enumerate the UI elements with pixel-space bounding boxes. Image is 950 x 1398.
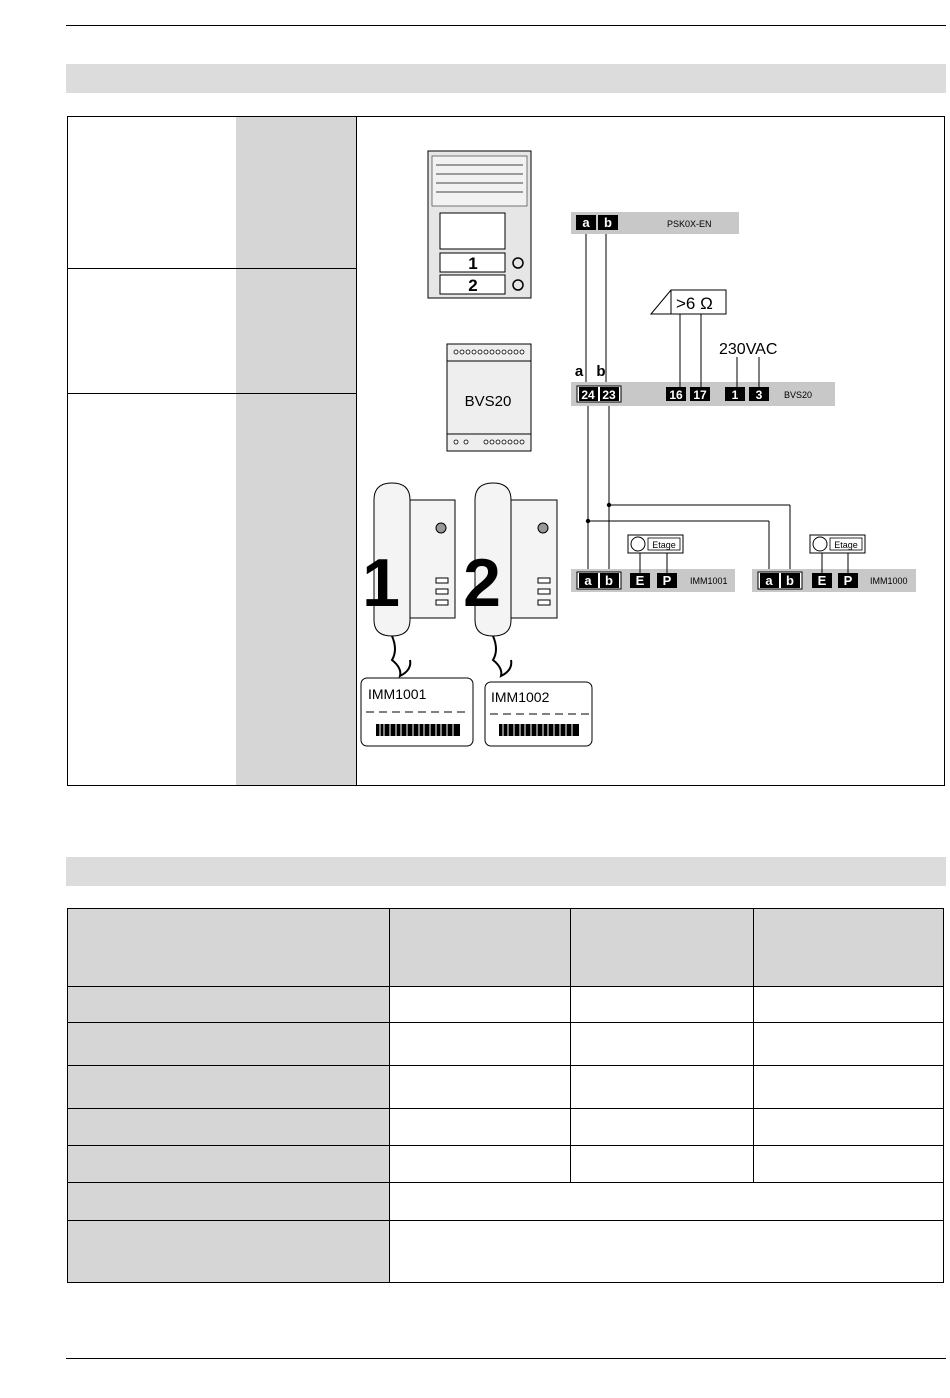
bvs-terminal-17: 17 (693, 388, 707, 402)
table-cell (754, 1109, 944, 1146)
imm1000-terminal-e: E (817, 573, 827, 588)
table-cell (571, 1066, 754, 1109)
imm1000-terminal-b: b (786, 573, 794, 588)
table-cell (68, 1221, 390, 1283)
table-cell (571, 987, 754, 1023)
imm1001-label: IMM1001 (690, 576, 728, 586)
imm1000-terminal-p: P (843, 573, 853, 588)
table-cell (390, 1066, 571, 1109)
floor-label-left: Etage (652, 540, 676, 550)
table-cell (68, 1023, 390, 1066)
handset-2-number: 2 (463, 545, 501, 621)
imm1001-terminal-a: a (584, 573, 592, 588)
table-cell (68, 1066, 390, 1109)
table-cell (571, 1023, 754, 1066)
table-row (68, 1109, 944, 1146)
power-label: 230VAC (719, 341, 778, 358)
table-row (68, 1221, 944, 1283)
bvs20-module-label: BVS20 (464, 393, 512, 410)
imm1001-terminal-e: E (635, 573, 645, 588)
bvs-terminal-3: 3 (755, 388, 763, 402)
table-row (68, 1066, 944, 1109)
bvs-terminal-23: 23 (602, 388, 616, 402)
table-cell (68, 1183, 390, 1221)
wire-label-a: a (574, 363, 584, 380)
table-cell (390, 1221, 944, 1283)
table-cell (68, 1109, 390, 1146)
door-panel (428, 151, 531, 298)
footer-rule (66, 1358, 946, 1359)
psk-terminal-b: b (604, 215, 612, 230)
table-cell (571, 1109, 754, 1146)
table-cell (754, 1066, 944, 1109)
psk-label: PSK0X-EN (667, 219, 712, 229)
section-band-bottom (66, 857, 946, 886)
table-cell (68, 909, 390, 987)
table-cell (571, 1146, 754, 1183)
table-cell (68, 1146, 390, 1183)
table-row (68, 909, 944, 987)
panel-button-2-number: 2 (468, 276, 478, 295)
panel-button-1-number: 1 (468, 254, 478, 273)
resistor-label: >6 Ω (676, 294, 713, 313)
imm1000-terminal-a: a (765, 573, 773, 588)
bvs-terminal-1: 1 (731, 388, 739, 402)
bvs-label: BVS20 (784, 390, 813, 400)
psk-terminal-bar (571, 212, 739, 234)
table-cell (571, 909, 754, 987)
tag-imm1001-text: IMM1001 (368, 686, 427, 702)
bvs-terminal-16: 16 (669, 388, 683, 402)
table-row (68, 1146, 944, 1183)
table-row (68, 987, 944, 1023)
floor-label-right: Etage (834, 540, 858, 550)
table-cell (390, 1109, 571, 1146)
imm1001-terminal-b: b (605, 573, 613, 588)
imm1000-label: IMM1000 (870, 576, 908, 586)
table-cell (754, 1023, 944, 1066)
imm1001-terminal-p: P (662, 573, 672, 588)
table-cell (390, 1183, 944, 1221)
table-cell (390, 909, 571, 987)
table-cell (754, 987, 944, 1023)
table-cell (68, 987, 390, 1023)
bvs-terminal-24: 24 (581, 388, 595, 402)
table-row (68, 1023, 944, 1066)
table-cell (754, 1146, 944, 1183)
handset-1-number: 1 (362, 545, 400, 621)
tag-imm1002-text: IMM1002 (491, 689, 550, 705)
table-cell (390, 1146, 571, 1183)
table-cell (390, 987, 571, 1023)
table-cell (754, 909, 944, 987)
table-row (68, 1183, 944, 1221)
wire-label-b: b (596, 363, 606, 380)
specs-table (67, 908, 944, 1283)
table-cell (390, 1023, 571, 1066)
psk-terminal-a: a (582, 215, 590, 230)
